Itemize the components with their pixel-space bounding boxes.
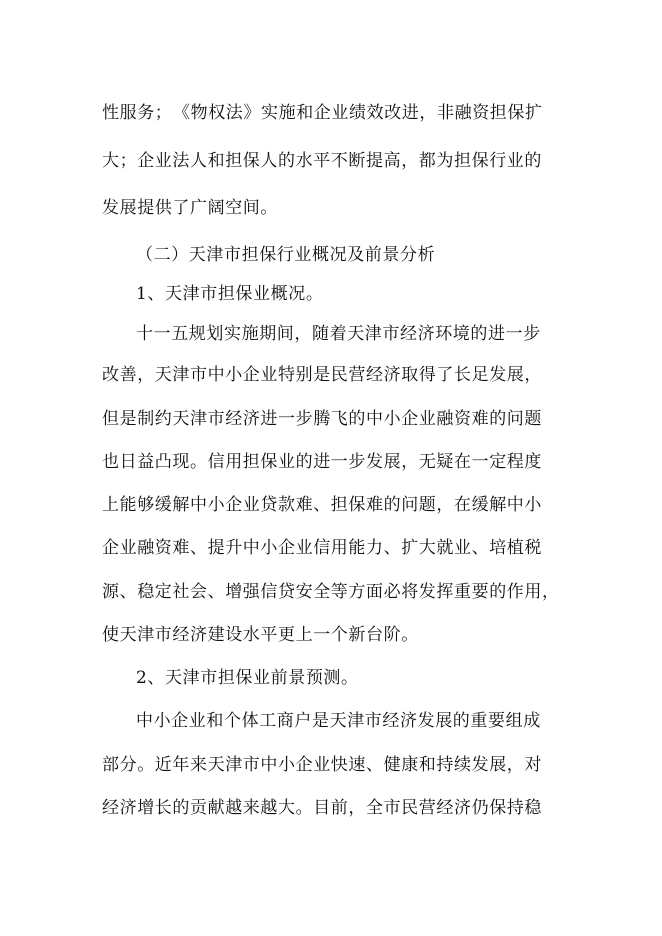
paragraph-line: 使天津市经济建设水平更上一个新台阶。 bbox=[102, 625, 419, 645]
paragraph-line: 部分。近年来天津市中小企业快速、健康和持续发展，对 bbox=[102, 755, 542, 775]
paragraph-line: 经济增长的贡献越来越大。目前，全市民营经济仍保持稳 bbox=[102, 798, 542, 818]
paragraph-line: 发展提供了广阔空间。 bbox=[102, 198, 278, 218]
paragraph-line: 源、稳定社会、增强信贷安全等方面必将发挥重要的作用， bbox=[102, 582, 560, 602]
paragraph-line: 也日益凸现。信用担保业的进一步发展，无疑在一定程度 bbox=[102, 452, 542, 472]
paragraph-line: 改善，天津市中小企业特别是民营经济取得了长足发展， bbox=[102, 365, 542, 385]
paragraph-line: 性服务； 《物权法》实施和企业绩效改进，非融资担保扩 bbox=[102, 103, 543, 123]
paragraph-line: 但是制约天津市经济进一步腾飞的中小企业融资难的问题 bbox=[102, 409, 542, 429]
subsection-heading: 2、天津市担保业前景预测。 bbox=[136, 668, 359, 688]
paragraph-line: 中小企业和个体工商户是天津市经济发展的重要组成 bbox=[136, 711, 541, 731]
section-heading: （二）天津市担保行业概况及前景分析 bbox=[136, 245, 436, 265]
paragraph-line: 十一五规划实施期间，随着天津市经济环境的进一步 bbox=[136, 324, 541, 344]
subsection-heading: 1、天津市担保业概况。 bbox=[136, 284, 324, 304]
paragraph-line: 大；企业法人和担保人的水平不断提高，都为担保行业的 bbox=[102, 151, 542, 171]
paragraph-line: 上能够缓解中小企业贷款难、担保难的问题，在缓解中小 bbox=[102, 495, 542, 515]
paragraph-line: 企业融资难、提升中小企业信用能力、扩大就业、培植税 bbox=[102, 538, 542, 558]
